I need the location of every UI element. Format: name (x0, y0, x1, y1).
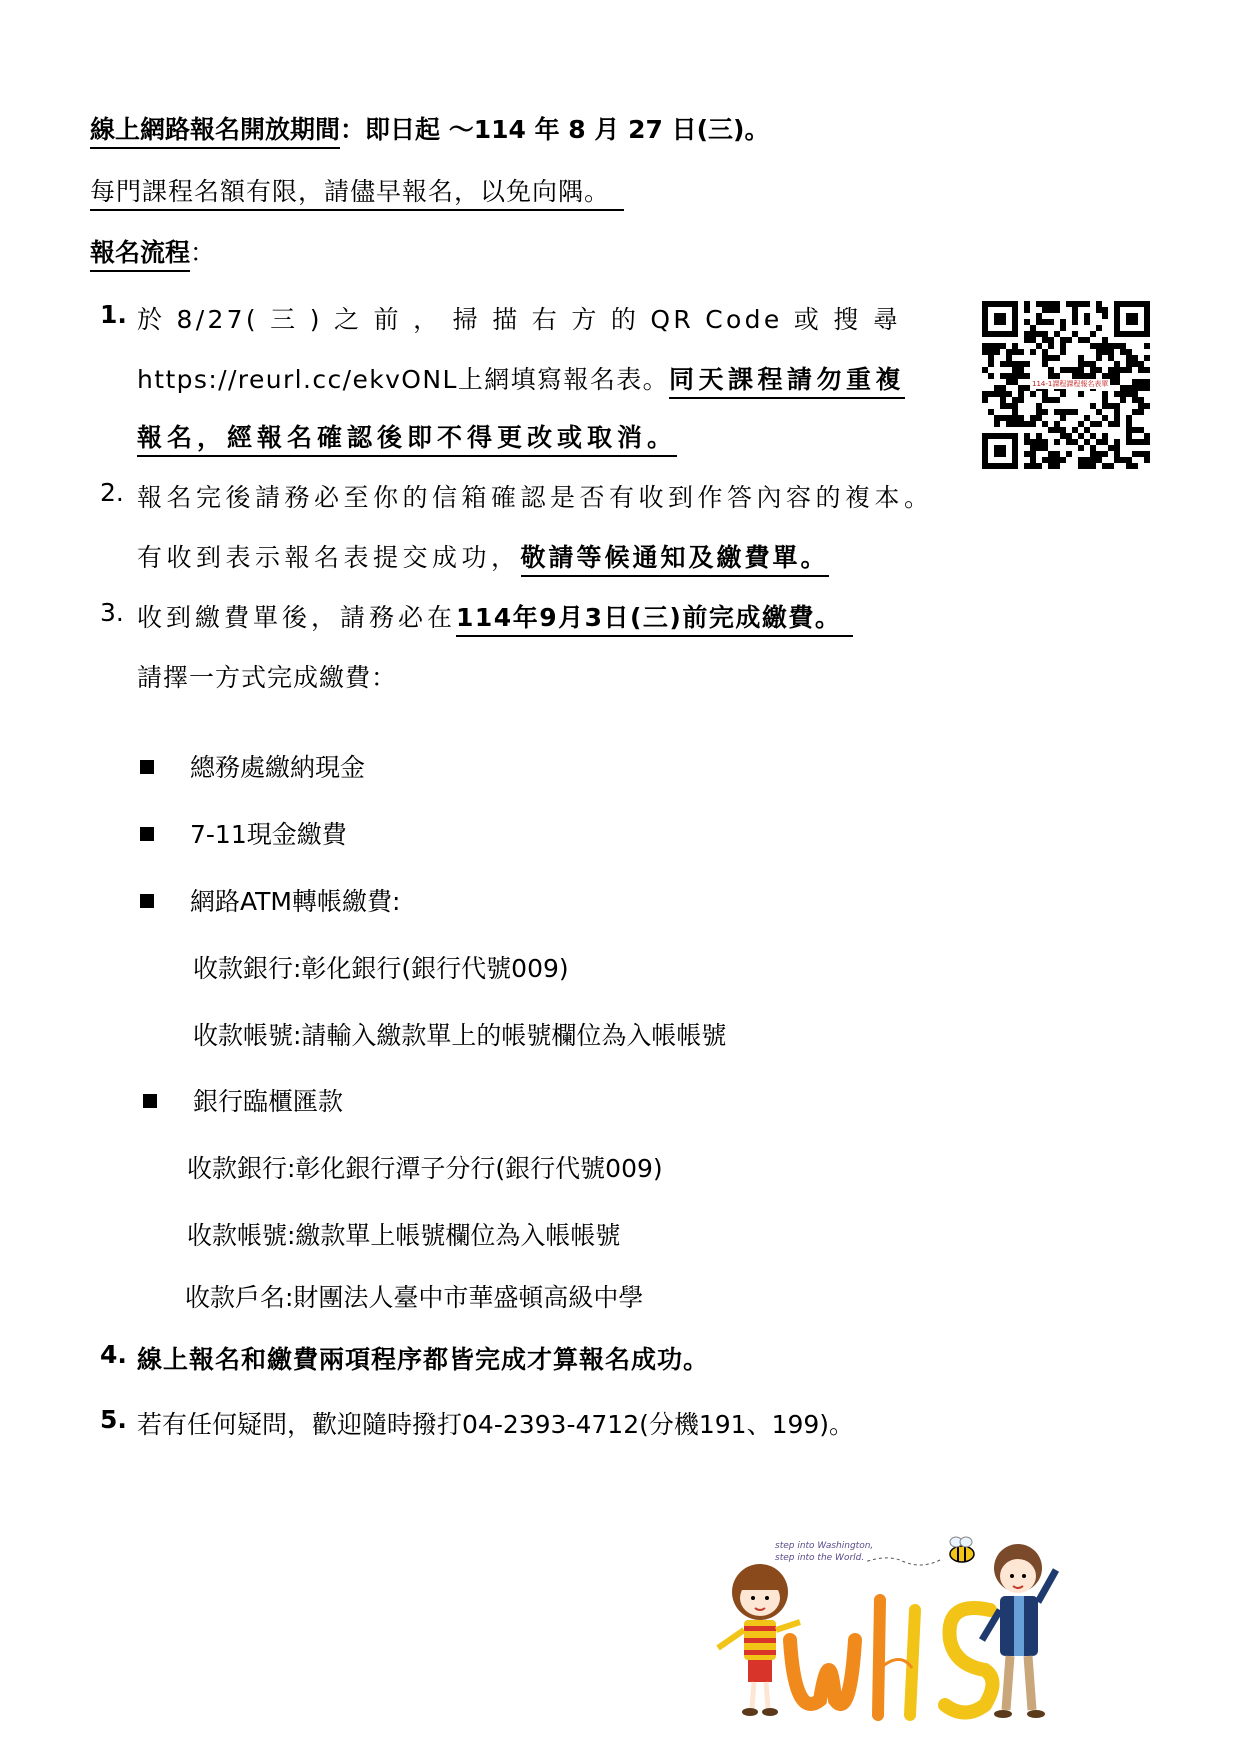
step3-line1 (137, 598, 853, 634)
step1-warning-a: 同天課程請勿重複 (669, 365, 905, 399)
bullet-square-icon (143, 1094, 157, 1108)
bullet-square-icon (140, 827, 154, 841)
counter-account-name: 收款戶名:財團法人臺中市華盛頓高級中學 (185, 1283, 644, 1312)
bullet-square-icon (140, 894, 154, 908)
payment-option-atm: 網路ATM轉帳繳費: (190, 887, 401, 916)
period-value: ：即日起 ～114 年 8 月 27 日(三)。 (340, 115, 770, 144)
notice-line (90, 172, 624, 208)
step2-line2-text: 有收到表示報名表提交成功， (137, 543, 521, 572)
payment-deadline: 114年9月3日(三)前完成繳費。 (456, 603, 853, 637)
process-title: 報名流程 (90, 238, 190, 272)
step2-wait-notice: 敬請等候通知及繳費單。 (521, 543, 829, 577)
payment-option-cash: 總務處繳納現金 (190, 753, 366, 782)
step2-number: 2. (100, 478, 124, 507)
step1-line3 (137, 418, 677, 454)
bullet-square-icon (140, 760, 154, 774)
atm-bank: 收款銀行:彰化銀行(銀行代號009) (193, 954, 569, 983)
step5-text: 若有任何疑問，歡迎隨時撥打04-2393-4712(分機191、199)。 (137, 1410, 855, 1439)
step1-line1: 於 8/27( 三 ) 之 前 ， 掃 描 右 方 的 QR Code 或 搜 尋 (137, 305, 902, 334)
step2-line1: 報名完後請務必至你的信箱確認是否有收到作答內容的複本。 (137, 483, 934, 512)
step4-text: 線上報名和繳費兩項程序都皆完成才算報名成功。 (137, 1345, 710, 1374)
bee-icon (865, 1537, 974, 1565)
period-label: 線上網路報名開放期間 (90, 115, 340, 149)
logo-slogan-1: step into Washington, (775, 1541, 874, 1551)
step4-number: 4. (100, 1340, 127, 1369)
step1-line2 (137, 360, 905, 396)
registration-url[interactable]: https://reurl.cc/ekvONL (137, 365, 458, 394)
step2-line2 (137, 538, 829, 574)
step1-line2-text: 上網填寫報名表。 (457, 365, 670, 394)
step1-number: 1. (100, 300, 127, 329)
qr-caption: 114-1課程課程報名表單 (1032, 380, 1109, 388)
payment-option-counter: 銀行臨櫃匯款 (193, 1087, 344, 1116)
notice-text: 每門課程名額有限，請儘早報名，以免向隅。 (90, 177, 624, 211)
period-line (90, 110, 769, 146)
whs-letters (790, 1600, 993, 1715)
counter-bank: 收款銀行:彰化銀行潭子分行(銀行代號009) (187, 1154, 663, 1183)
process-colon: ： (190, 238, 216, 267)
payment-option-711: 7-11現金繳費 (190, 820, 347, 849)
school-mascot-logo (700, 1530, 1100, 1730)
atm-account: 收款帳號:請輸入繳款單上的帳號欄位為入帳帳號 (193, 1021, 727, 1050)
logo-slogan-2: step into the World. (775, 1553, 865, 1563)
step5-number: 5. (100, 1405, 127, 1434)
step3-line2: 請擇一方式完成繳費： (137, 663, 398, 692)
counter-account: 收款帳號:繳款單上帳號欄位為入帳帳號 (187, 1221, 621, 1250)
step3-number: 3. (100, 598, 124, 627)
step1-warning-b: 報名，經報名確認後即不得更改或取消。 (137, 423, 677, 457)
step3-line1-text: 收到繳費單後，請務必在 (137, 603, 457, 632)
process-heading (90, 233, 215, 269)
